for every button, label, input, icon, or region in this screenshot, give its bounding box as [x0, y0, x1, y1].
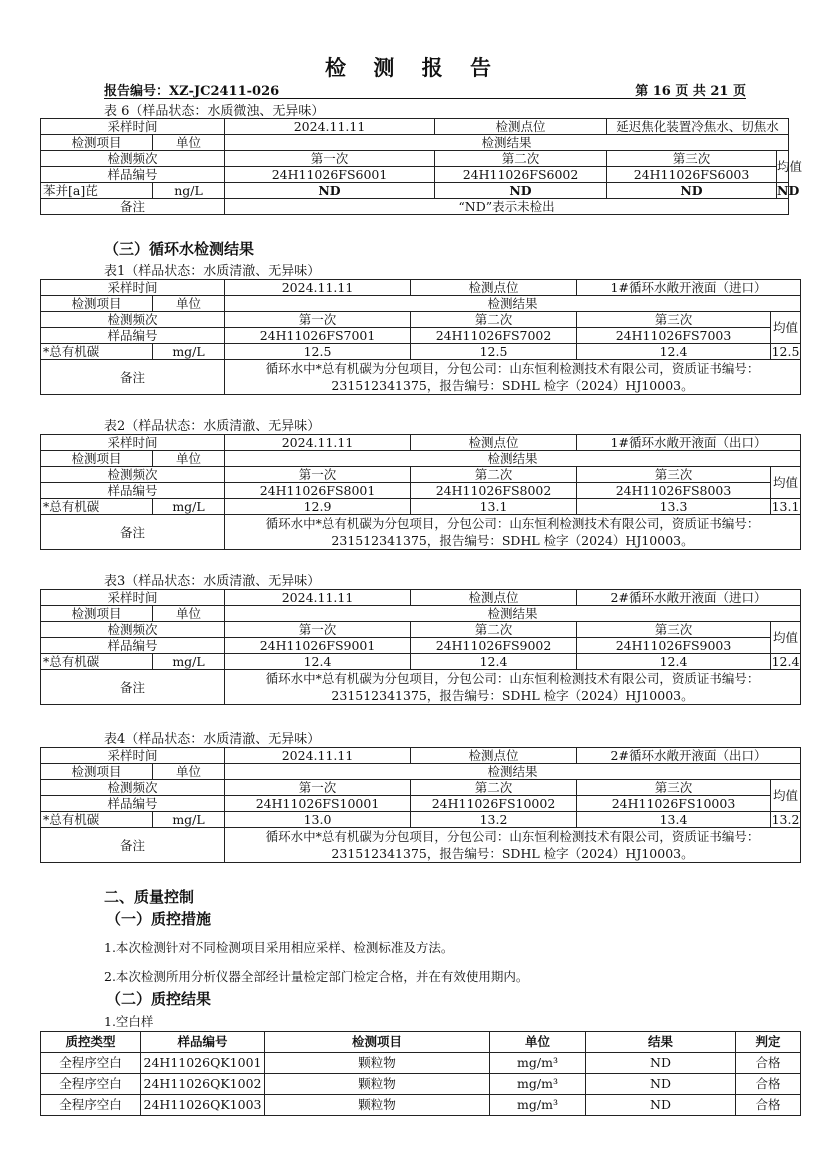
circ-date: 2024.11.11: [225, 748, 411, 764]
table6-site: 延迟焦化装置冷焦水、切焦水: [607, 119, 789, 135]
label-third: 第三次: [577, 312, 771, 328]
table6: [40, 118, 803, 215]
label-second: 第二次: [411, 312, 577, 328]
label-third: 第三次: [577, 780, 771, 796]
label-item: 检测项目: [41, 764, 153, 780]
qc-table: [40, 1031, 801, 1116]
label-remark: 备注: [41, 828, 225, 863]
table6-value-1: ND: [225, 183, 435, 199]
qc-header: 样品编号: [141, 1032, 265, 1053]
qc-cell: 全程序空白: [41, 1074, 141, 1095]
label-sample-no: 样品编号: [41, 796, 225, 812]
label-first: 第一次: [225, 467, 411, 483]
circ-remark: 循环水中*总有机碳为分包项目，分包公司：山东恒利检测技术有限公司，资质证书编号：231512341375，报告编号：SDHL 检字（2024）HJ10003。: [225, 515, 801, 550]
label-freq: 检测频次: [41, 780, 225, 796]
label-first: 第一次: [225, 622, 411, 638]
label-sampling-time: 采样时间: [41, 119, 225, 135]
label-results: 检测结果: [225, 296, 801, 312]
qc-cell: 颗粒物: [265, 1095, 490, 1116]
circ-avg: 13.1: [771, 499, 800, 514]
quality-title: 二、质量控制: [104, 888, 195, 906]
label-results: 检测结果: [225, 764, 801, 780]
circ-remark: 循环水中*总有机碳为分包项目，分包公司：山东恒利检测技术有限公司，资质证书编号：231512341375，报告编号：SDHL 检字（2024）HJ10003。: [225, 828, 801, 863]
quality-sub1: （一）质控措施: [106, 910, 212, 928]
label-item: 检测项目: [41, 296, 153, 312]
qc-header-row: [41, 1032, 801, 1053]
circ-table-caption: 表2（样品状态：水质清澈、无异味）: [104, 419, 321, 434]
label-freq: 检测频次: [41, 151, 225, 167]
report-title: 检 测 报 告: [325, 55, 501, 80]
qc-cell: 24H11026QK1003: [141, 1095, 265, 1116]
label-sample-no: 样品编号: [41, 483, 225, 499]
label-third: 第三次: [577, 622, 771, 638]
table-row: [41, 1053, 801, 1074]
circ-sample-1: 24H11026FS9001: [225, 638, 411, 654]
circ-sample-2: 24H11026FS7002: [411, 328, 577, 344]
circ-date: 2024.11.11: [225, 590, 411, 606]
qc-header: 单位: [490, 1032, 586, 1053]
label-sampling-time: 采样时间: [41, 435, 225, 451]
circ-sample-1: 24H11026FS8001: [225, 483, 411, 499]
qc-cell: 合格: [736, 1053, 801, 1074]
label-results: 检测结果: [225, 606, 801, 622]
circ-table: [40, 747, 801, 863]
label-unit: 单位: [153, 451, 225, 467]
table6-caption: 表 6（样品状态：水质微浊、无异味）: [104, 104, 325, 119]
circ-item: *总有机碳: [41, 654, 153, 670]
circ-value-2: 13.2: [411, 812, 577, 828]
label-first: 第一次: [225, 151, 435, 167]
circ-value-3: 12.4: [577, 654, 771, 670]
table6-value-3: ND: [607, 183, 777, 199]
label-avg: 均值: [771, 467, 801, 499]
label-results: 检测结果: [225, 135, 789, 151]
label-site: 检测点位: [411, 590, 577, 606]
qc-cell: 颗粒物: [265, 1074, 490, 1095]
circ-unit: mg/L: [153, 654, 225, 670]
label-remark: 备注: [41, 515, 225, 550]
label-freq: 检测频次: [41, 622, 225, 638]
qc-header: 判定: [736, 1032, 801, 1053]
report-number: 报告编号：XZ-JC2411-026: [104, 84, 280, 99]
qc-cell: 24H11026QK1002: [141, 1074, 265, 1095]
circ-unit: mg/L: [153, 344, 225, 360]
label-sampling-time: 采样时间: [41, 590, 225, 606]
circ-value-1: 12.9: [225, 499, 411, 515]
label-unit: 单位: [153, 135, 225, 151]
circ-value-3: 12.4: [577, 344, 771, 360]
label-item: 检测项目: [41, 606, 153, 622]
label-second: 第二次: [411, 780, 577, 796]
circ-table-caption: 表3（样品状态：水质清澈、无异味）: [104, 574, 321, 589]
qc-header: 结果: [586, 1032, 736, 1053]
table-row: [41, 1095, 801, 1116]
label-avg: 均值: [771, 780, 801, 812]
circ-value-1: 12.5: [225, 344, 411, 360]
circ-table: [40, 434, 801, 550]
label-sample-no: 样品编号: [41, 328, 225, 344]
label-avg: 均值: [771, 312, 801, 344]
qc-cell: mg/m³: [490, 1053, 586, 1074]
label-site: 检测点位: [435, 119, 607, 135]
quality-p2: 2.本次检测所用分析仪器全部经计量检定部门检定合格，并在有效使用期内。: [104, 969, 529, 984]
circ-sample-2: 24H11026FS8002: [411, 483, 577, 499]
qc-cell: ND: [586, 1095, 736, 1116]
section3-title: （三）循环水检测结果: [104, 240, 255, 258]
circ-avg: 12.4: [771, 654, 800, 669]
circ-sample-3: 24H11026FS8003: [577, 483, 771, 499]
circ-site: 2#循环水敞开液面（进口）: [577, 590, 801, 606]
label-sampling-time: 采样时间: [41, 280, 225, 296]
label-avg: 均值: [777, 151, 789, 183]
circ-date: 2024.11.11: [225, 280, 411, 296]
circ-value-1: 13.0: [225, 812, 411, 828]
header-rule: [104, 98, 746, 99]
label-site: 检测点位: [411, 435, 577, 451]
circ-remark: 循环水中*总有机碳为分包项目，分包公司：山东恒利检测技术有限公司，资质证书编号：231512341375，报告编号：SDHL 检字（2024）HJ10003。: [225, 360, 801, 395]
circ-avg: 12.5: [771, 344, 800, 359]
circ-item: *总有机碳: [41, 812, 153, 828]
circ-table-caption: 表1（样品状态：水质清澈、无异味）: [104, 264, 321, 279]
table6-remark: “ND”表示未检出: [225, 199, 789, 215]
quality-p1: 1.本次检测针对不同检测项目采用相应采样、检测标准及方法。: [104, 940, 454, 955]
table6-value-2: ND: [435, 183, 607, 199]
table-row: [41, 1074, 801, 1095]
label-sample-no: 样品编号: [41, 167, 225, 183]
circ-table-caption: 表4（样品状态：水质清澈、无异味）: [104, 732, 321, 747]
label-item: 检测项目: [41, 135, 153, 151]
label-freq: 检测频次: [41, 312, 225, 328]
label-unit: 单位: [153, 764, 225, 780]
circ-value-2: 12.5: [411, 344, 577, 360]
label-first: 第一次: [225, 312, 411, 328]
circ-remark: 循环水中*总有机碳为分包项目，分包公司：山东恒利检测技术有限公司，资质证书编号：231512341375，报告编号：SDHL 检字（2024）HJ10003。: [225, 670, 801, 705]
label-sampling-time: 采样时间: [41, 748, 225, 764]
circ-avg: 13.2: [771, 812, 800, 827]
table6-unit: ng/L: [153, 183, 225, 199]
circ-value-2: 12.4: [411, 654, 577, 670]
label-third: 第三次: [607, 151, 777, 167]
qc-cell: ND: [586, 1074, 736, 1095]
label-third: 第三次: [577, 467, 771, 483]
circ-unit: mg/L: [153, 812, 225, 828]
circ-unit: mg/L: [153, 499, 225, 515]
circ-sample-2: 24H11026FS9002: [411, 638, 577, 654]
label-second: 第二次: [435, 151, 607, 167]
qc-cell: 24H11026QK1001: [141, 1053, 265, 1074]
qc-cell: mg/m³: [490, 1095, 586, 1116]
label-remark: 备注: [41, 199, 225, 215]
qc-cell: 全程序空白: [41, 1053, 141, 1074]
page-indicator: 第 16 页 共 21 页: [635, 84, 746, 99]
blank-sample-label: 1.空白样: [104, 1014, 154, 1029]
label-first: 第一次: [225, 780, 411, 796]
label-site: 检测点位: [411, 280, 577, 296]
circ-sample-3: 24H11026FS10003: [577, 796, 771, 812]
circ-site: 2#循环水敞开液面（出口）: [577, 748, 801, 764]
table6-date: 2024.11.11: [225, 119, 435, 135]
qc-cell: 合格: [736, 1074, 801, 1095]
label-freq: 检测频次: [41, 467, 225, 483]
circ-site: 1#循环水敞开液面（出口）: [577, 435, 801, 451]
quality-sub2: （二）质控结果: [106, 990, 212, 1008]
circ-sample-3: 24H11026FS9003: [577, 638, 771, 654]
label-sample-no: 样品编号: [41, 638, 225, 654]
label-unit: 单位: [153, 296, 225, 312]
circ-value-3: 13.4: [577, 812, 771, 828]
circ-site: 1#循环水敞开液面（进口）: [577, 280, 801, 296]
label-remark: 备注: [41, 360, 225, 395]
circ-value-1: 12.4: [225, 654, 411, 670]
table6-sample-1: 24H11026FS6001: [225, 167, 435, 183]
label-remark: 备注: [41, 670, 225, 705]
circ-sample-1: 24H11026FS7001: [225, 328, 411, 344]
table6-item: 苯并[a]芘: [41, 183, 153, 199]
circ-table: [40, 589, 801, 705]
report-header: [104, 80, 746, 99]
qc-header: 质控类型: [41, 1032, 141, 1053]
circ-value-2: 13.1: [411, 499, 577, 515]
label-second: 第二次: [411, 622, 577, 638]
qc-cell: 颗粒物: [265, 1053, 490, 1074]
circ-sample-3: 24H11026FS7003: [577, 328, 771, 344]
circ-table: [40, 279, 801, 395]
table6-sample-3: 24H11026FS6003: [607, 167, 777, 183]
circ-sample-1: 24H11026FS10001: [225, 796, 411, 812]
qc-header: 检测项目: [265, 1032, 490, 1053]
circ-item: *总有机碳: [41, 344, 153, 360]
qc-cell: 全程序空白: [41, 1095, 141, 1116]
circ-date: 2024.11.11: [225, 435, 411, 451]
qc-cell: ND: [586, 1053, 736, 1074]
qc-cell: 合格: [736, 1095, 801, 1116]
qc-cell: mg/m³: [490, 1074, 586, 1095]
label-site: 检测点位: [411, 748, 577, 764]
label-second: 第二次: [411, 467, 577, 483]
circ-item: *总有机碳: [41, 499, 153, 515]
label-avg: 均值: [771, 622, 801, 654]
label-item: 检测项目: [41, 451, 153, 467]
label-results: 检测结果: [225, 451, 801, 467]
table6-avg: ND: [777, 183, 800, 198]
circ-value-3: 13.3: [577, 499, 771, 515]
circ-sample-2: 24H11026FS10002: [411, 796, 577, 812]
table6-sample-2: 24H11026FS6002: [435, 167, 607, 183]
label-unit: 单位: [153, 606, 225, 622]
